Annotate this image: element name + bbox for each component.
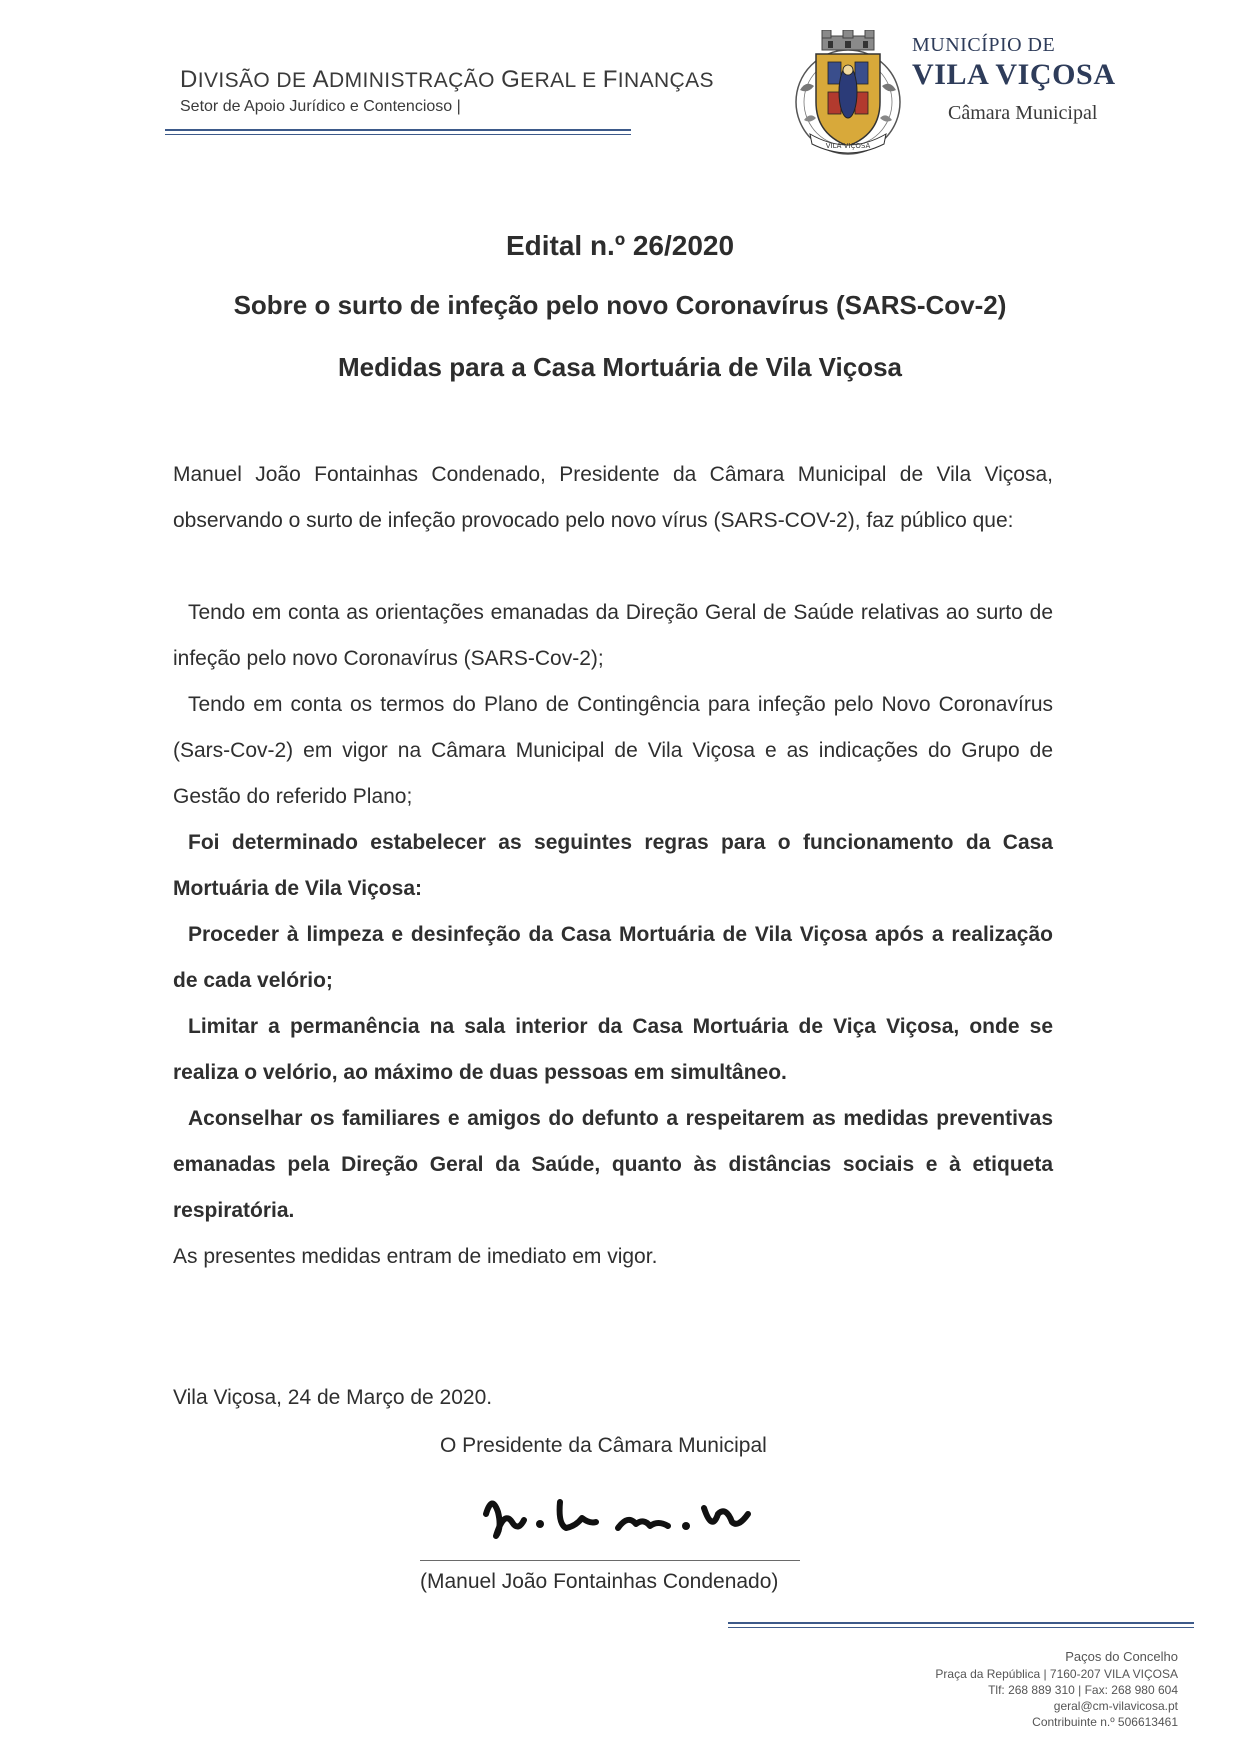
document-subtitle: Sobre o surto de infeção pelo novo Coronavírus (SARS-Cov-2): [233, 290, 1007, 320]
signature-line: [420, 1560, 800, 1561]
camara-label: Câmara Municipal: [948, 102, 1098, 124]
footer-phone: Tlf: 268 889 310 | Fax: 268 980 604: [988, 1683, 1178, 1697]
considering-paragraph-2: Tendo em conta os termos do Plano de Contingência para infeção pelo Novo Coronavírus (Sars-Cov-2) em vigor na Câmara Municipal de Vila Viçosa e as indicações do Grupo de Gestão do referido Plano;: [173, 693, 1053, 808]
date-line: Vila Viçosa, 24 de Março de 2020.: [173, 1386, 493, 1409]
considering-paragraph-1: Tendo em conta as orientações emanadas da Direção Geral de Saúde relativas ao surto de infeção pelo novo Coronavírus (SARS-Cov-2);: [173, 601, 1053, 670]
footer-address: Praça da República | 7160-207 VILA VIÇOSA: [935, 1667, 1178, 1681]
footer-divider-thin: [728, 1627, 1194, 1628]
signatory-name: (Manuel João Fontainhas Condenado): [420, 1570, 779, 1593]
document-title: Edital n.º 26/2020: [505, 230, 735, 261]
municipality-label: MUNICÍPIO DE: [912, 34, 1056, 56]
footer-divider: [728, 1622, 1194, 1624]
handwritten-signature: [478, 1484, 778, 1554]
measure-limit: Limitar a permanência na sala interior da Casa Mortuária de Viça Viçosa, onde se realiza o velório, ao máximo de duas pessoas em simultâneo.: [173, 1015, 1053, 1084]
municipal-crest-icon: [788, 30, 908, 158]
measure-advice: Aconselhar os familiares e amigos do defunto a respeitarem as medidas preventivas emanadas pela Direção Geral da Saúde, quanto às distâncias sociais e à etiqueta respiratória.: [173, 1107, 1053, 1222]
division-name: DIVISÃO DE ADMINISTRAÇÃO GERAL E FINANÇAS: [180, 66, 714, 93]
intro-paragraph: Manuel João Fontainhas Condenado, Presidente da Câmara Municipal de Vila Viçosa, observando o surto de infeção provocado pelo novo vírus (SARS-COV-2), faz público que:: [173, 463, 1053, 532]
header-divider: [165, 129, 631, 131]
municipality-name: VILA VIÇOSA: [912, 58, 1116, 91]
footer-email: geral@cm-vilavicosa.pt: [1053, 1699, 1178, 1713]
determination-paragraph: Foi determinado estabelecer as seguintes regras para o funcionamento da Casa Mortuária de Vila Viçosa:: [173, 831, 1053, 900]
footer-taxid: Contribuinte n.º 506613461: [1032, 1715, 1178, 1729]
signatory-role: O Presidente da Câmara Municipal: [440, 1434, 767, 1457]
measure-cleaning: Proceder à limpeza e desinfeção da Casa Mortuária de Vila Viçosa após a realização de cada velório;: [173, 923, 1053, 992]
closing-paragraph: As presentes medidas entram de imediato em vigor.: [173, 1245, 658, 1268]
sector-name: Setor de Apoio Jurídico e Contencioso |: [180, 98, 461, 115]
document-subtitle-2: Medidas para a Casa Mortuária de Vila Viçosa: [337, 352, 903, 382]
svg-text:VILA VIÇOSA: VILA VIÇOSA: [825, 142, 871, 150]
header-divider-thin: [165, 134, 631, 135]
footer-building: Paços do Concelho: [1065, 1649, 1178, 1664]
